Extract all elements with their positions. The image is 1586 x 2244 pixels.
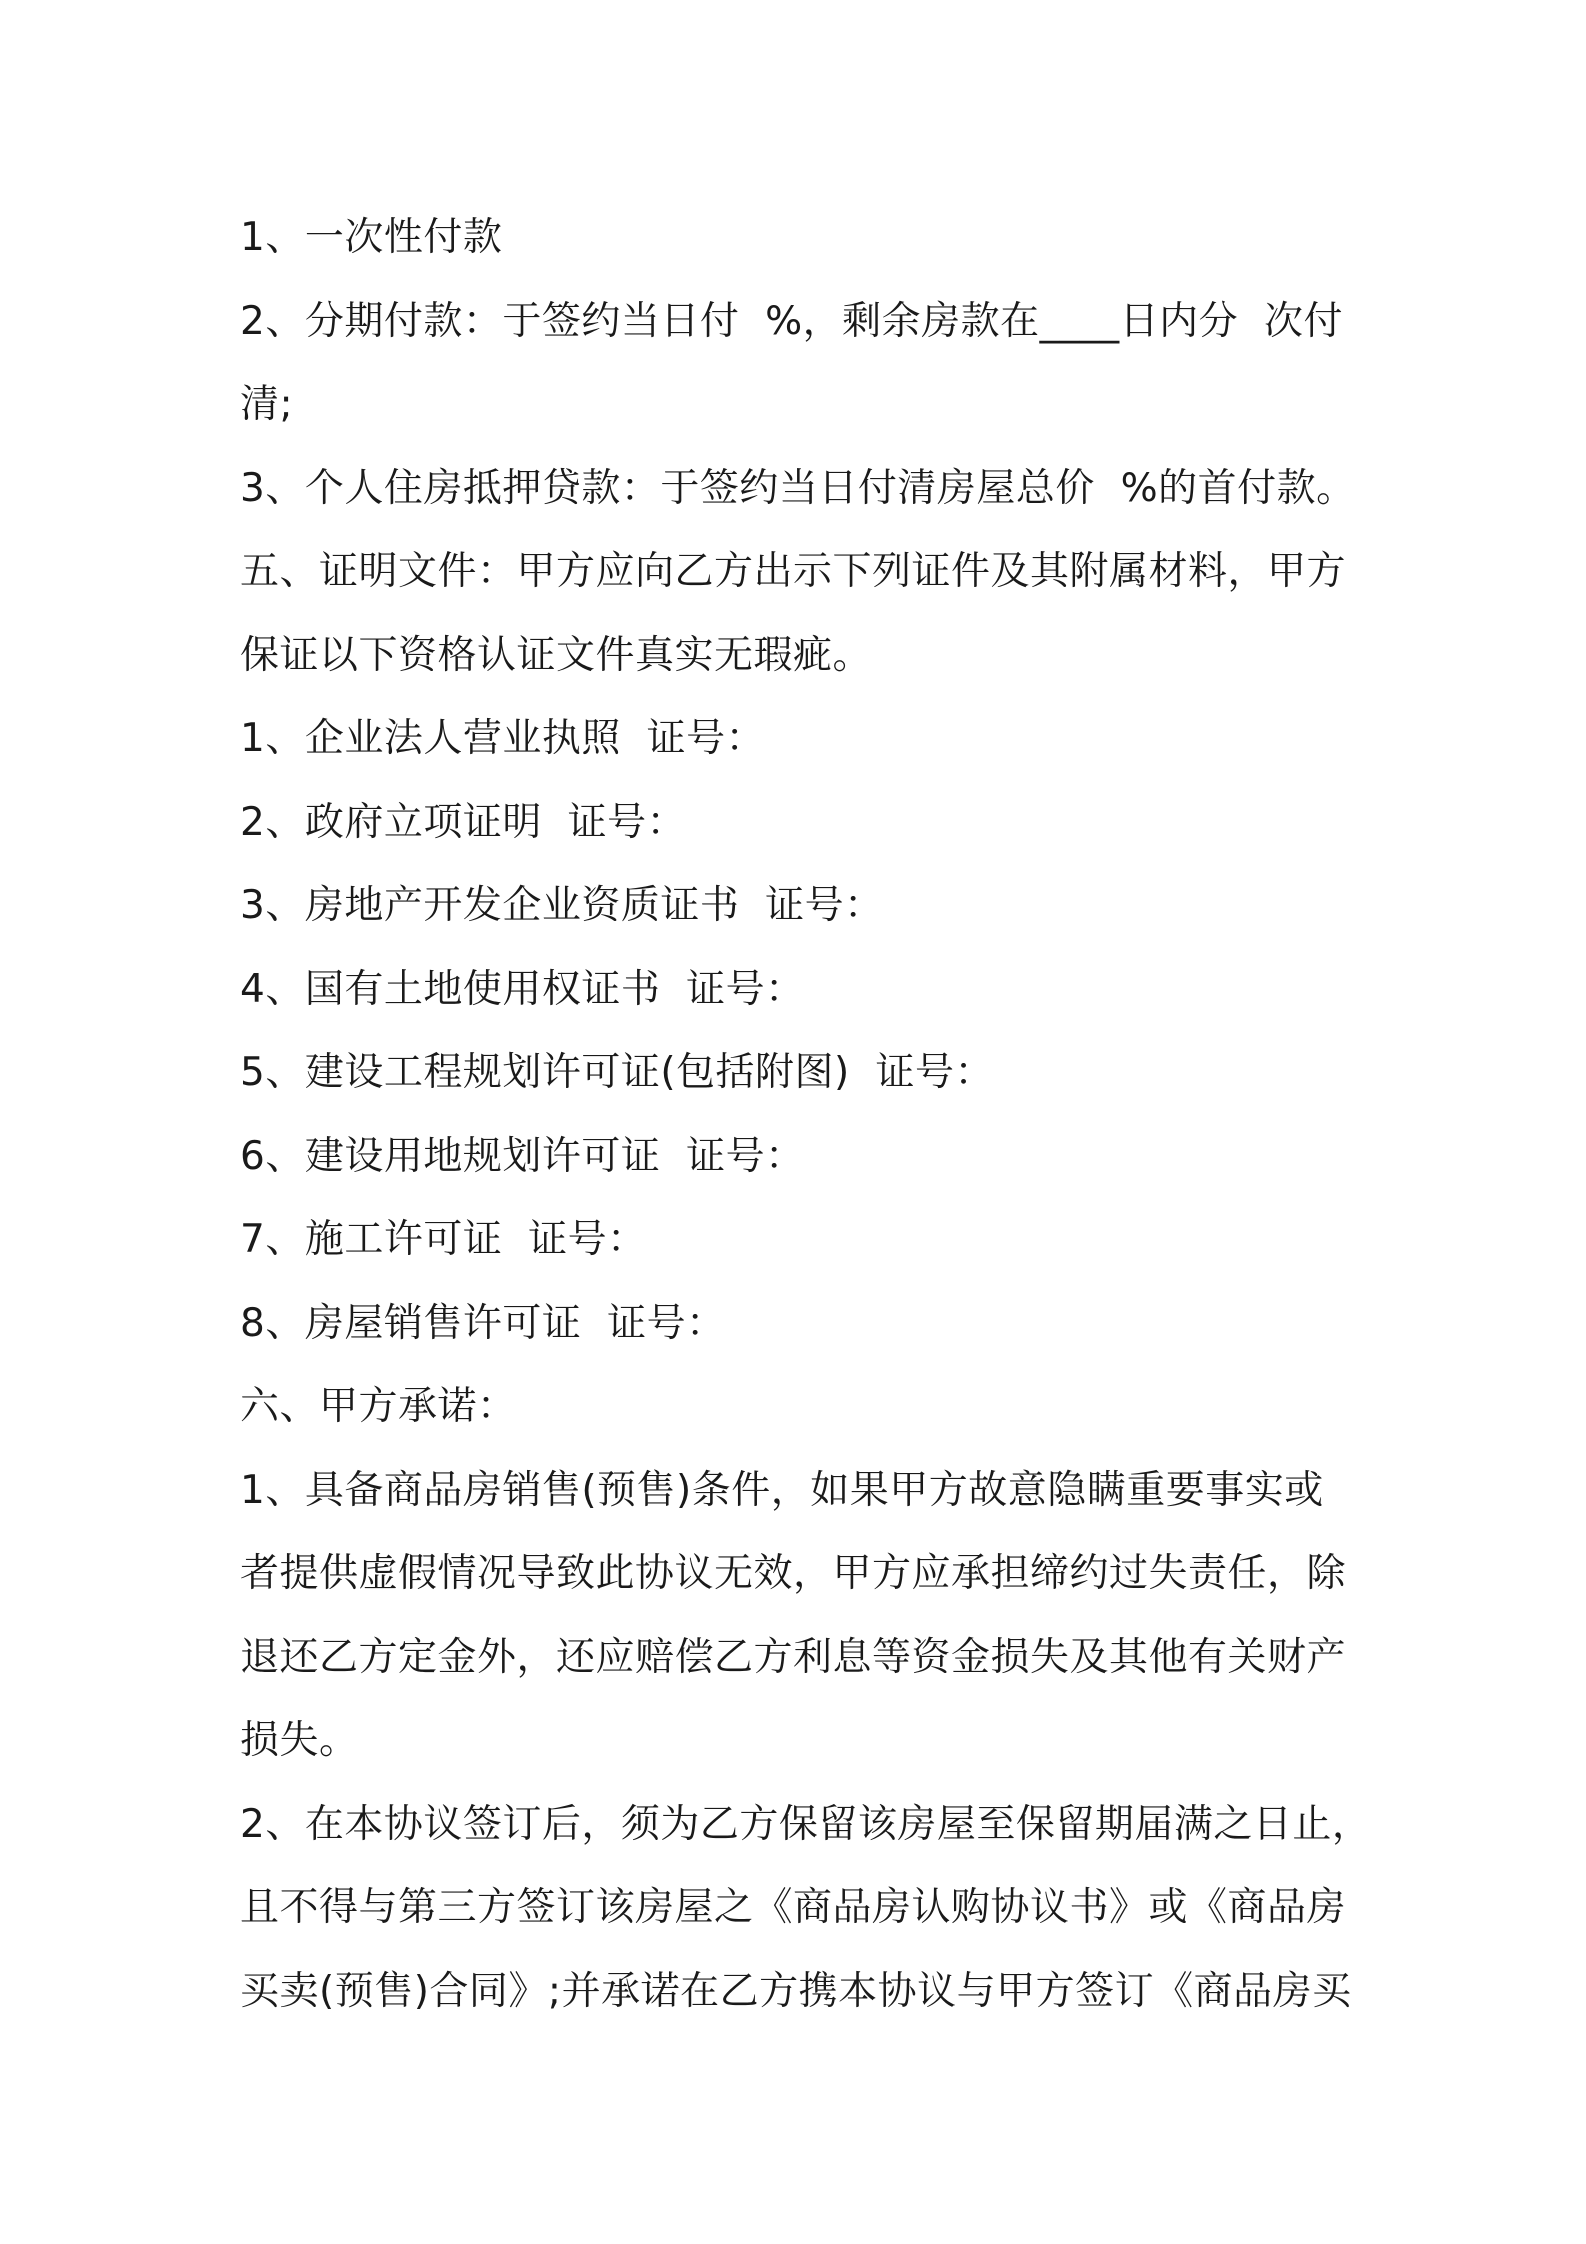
text-line: 损失。 [240, 1718, 359, 1763]
section-heading-line: 五、证明文件：甲方应向乙方出示下列证件及其附属材料，甲方 [240, 549, 1347, 594]
text-line: 退还乙方定金外，还应赔偿乙方利息等资金损失及其他有关财产 [240, 1634, 1347, 1680]
text-line: 且不得与第三方签订该房屋之《商品房认购协议书》或《商品房 [240, 1885, 1347, 1930]
text-line: 1、具备商品房销售(预售)条件，如果甲方故意隐瞒重要事实或 [240, 1467, 1324, 1513]
text-line: 3、个人住房抵押贷款：于签约当日付清房屋总价 %的首付款。 [240, 465, 1356, 511]
text-line: 2、在本协议签订后，须为乙方保留该房屋至保留期届满之日止， [240, 1801, 1372, 1847]
text-line: 5、建设工程规划许可证(包括附图) 证号： [240, 1050, 995, 1095]
text-line: 8、房屋销售许可证 证号： [240, 1300, 726, 1346]
document-body [240, 196, 1372, 2033]
text-line: 6、建设用地规划许可证 证号： [240, 1133, 805, 1179]
text-line: 清; [240, 382, 294, 427]
text-line: 4、国有土地使用权证书 证号： [240, 966, 805, 1012]
text-line: 者提供虚假情况导致此协议无效，甲方应承担缔约过失责任，除 [240, 1551, 1347, 1596]
text-line: 1、一次性付款 [240, 215, 503, 260]
text-line: 买卖(预售)合同》;并承诺在乙方携本协议与甲方签订《商品房买 [240, 1968, 1352, 2014]
section-heading-line: 六、甲方承诺： [240, 1384, 517, 1429]
text-line: 3、房地产开发企业资质证书 证号： [240, 883, 884, 928]
text-line: 7、施工许可证 证号： [240, 1217, 647, 1262]
text-line: 1、企业法人营业执照 证号： [240, 716, 766, 761]
text-line: 保证以下资格认证文件真实无瑕疵。 [240, 632, 873, 678]
text-line: 2、政府立项证明 证号： [240, 799, 687, 845]
text-line: 2、分期付款：于签约当日付 %，剩余房款在____日内分 次付 [240, 298, 1343, 344]
